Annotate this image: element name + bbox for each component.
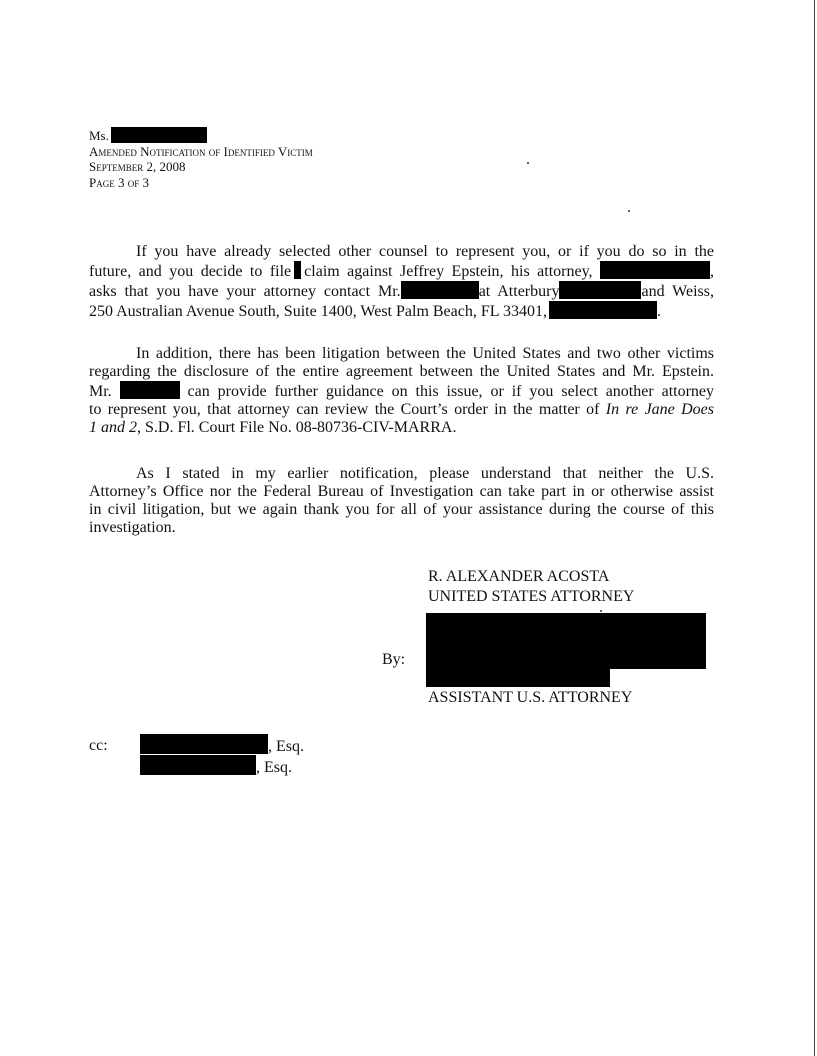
scan-speck (600, 610, 602, 612)
cc-label: cc: (89, 737, 108, 754)
para3-line2: Attorney’s Office nor the Federal Bureau of Investigation can take part in or otherwise assist (89, 483, 714, 500)
subject-line: Amended Notification of Identified Victim (89, 143, 313, 159)
redaction-name-2 (120, 381, 180, 399)
para1-line2: future, and you decide to file claim against Jeffrey Epstein, his attorney, , (89, 263, 715, 280)
redaction-cc-1 (140, 734, 268, 754)
redaction-contact-name (401, 281, 479, 299)
redaction-a (294, 261, 301, 279)
cc-recipient-1: , Esq. (140, 734, 304, 756)
redaction-cc-2 (140, 755, 256, 775)
redaction-signature (426, 613, 706, 669)
cc-recipient-2: , Esq. (140, 755, 292, 777)
signature-block (428, 567, 634, 607)
scan-edge-line (814, 0, 815, 1056)
redaction-firm-name (559, 281, 641, 299)
para3-line3: in civil litigation, but we again thank you for all of your assistance during the course of this (89, 501, 714, 518)
paragraph-counsel (89, 243, 714, 321)
redaction-attorney-name (600, 261, 710, 279)
scan-speck (527, 162, 529, 164)
page-number-line: Page 3 of 3 (89, 174, 149, 190)
recipient-label: Ms. (89, 128, 109, 143)
para2-line2: regarding the disclosure of the entire agreement between the United States and Mr. Epstein. (89, 363, 714, 380)
para2-line3: Mr. can provide further guidance on this issue, or if you select another attorney (89, 383, 715, 400)
by-label: By: (382, 651, 406, 668)
para3-line4: investigation. (89, 519, 176, 536)
assistant-title: ASSISTANT U.S. ATTORNEY (428, 689, 633, 706)
para3-line1: As I stated in my earlier notification, please understand that neither the U.S. (136, 465, 714, 482)
scan-speck (628, 210, 630, 212)
recipient-line (89, 127, 313, 144)
signer-title: UNITED STATES ATTORNEY (428, 588, 635, 605)
signer-name: R. ALEXANDER ACOSTA (428, 568, 610, 585)
para2-line5: 1 and 2, S.D. Fl. Court File No. 08-80736-CIV-MARRA. (89, 419, 457, 436)
paragraph-litigation (89, 345, 714, 437)
letter-header (89, 127, 313, 190)
redaction-signer-name (426, 665, 610, 687)
date-line: September 2, 2008 (89, 159, 186, 174)
redaction-phone (549, 301, 657, 319)
para1-line1: If you have already selected other counsel to represent you, or if you do so in the (136, 243, 714, 260)
paragraph-closing (89, 465, 714, 537)
para2-line4: to represent you, that attorney can review the Court’s order in the matter of In re Jane Does (89, 401, 715, 418)
para1-line4: 250 Australian Avenue South, Suite 1400, West Palm Beach, FL 33401, . (89, 303, 661, 320)
para2-line1: In addition, there has been litigation between the United States and two other victims (136, 345, 714, 362)
para1-line3: asks that you have your attorney contact Mr. at Atterbury and Weiss, (89, 283, 715, 300)
redaction-recipient-name (111, 127, 207, 143)
